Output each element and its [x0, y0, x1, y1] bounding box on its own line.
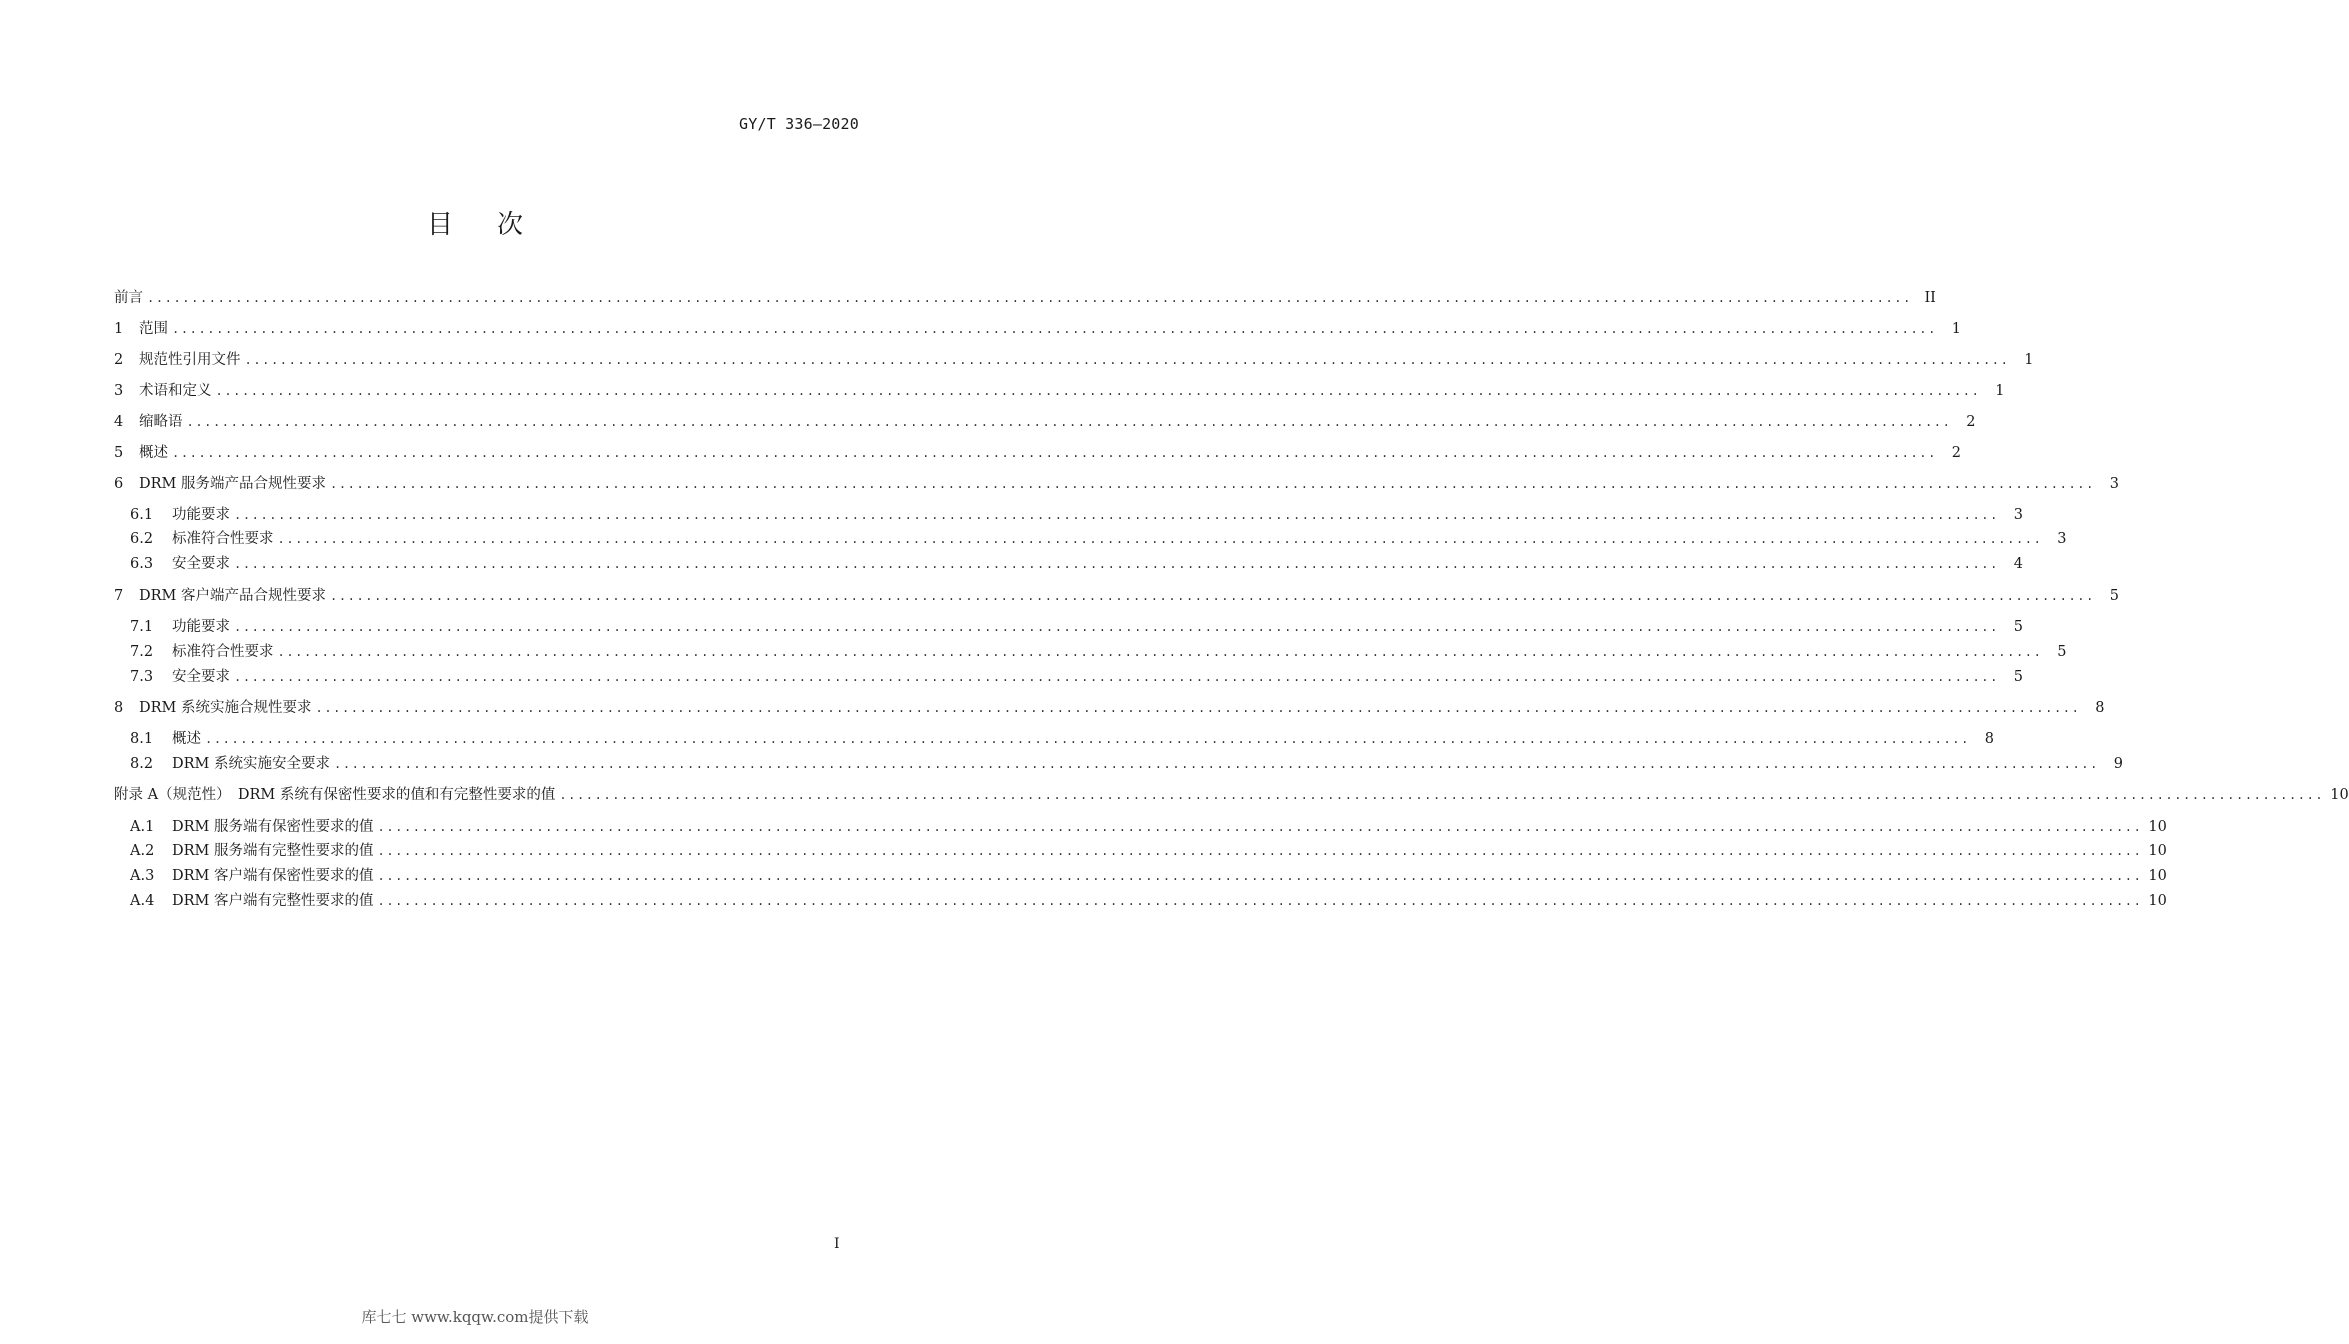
- toc-entry-number: 8: [114, 700, 124, 716]
- toc-dot-leader: ........................................................................................................................................................................................................: [330, 589, 2095, 603]
- watermark-text: 库七七 www.kqqw.com提供下载: [361, 1308, 589, 1326]
- toc-entry[interactable]: [114, 443, 1961, 463]
- toc-entry[interactable]: [130, 529, 2067, 549]
- toc-entry[interactable]: [114, 288, 1936, 308]
- toc-entry[interactable]: [130, 754, 2123, 774]
- toc-entry-number: 7: [114, 588, 124, 604]
- toc-entry[interactable]: [114, 474, 2119, 494]
- toc-entry-number: A.2: [130, 843, 155, 859]
- toc-dot-leader: ........................................................................................................................................................................................................: [234, 508, 1999, 522]
- page-title: 目次: [426, 210, 567, 240]
- toc-entry-page: 8: [1984, 731, 1994, 747]
- toc-entry-label: 概述: [172, 731, 201, 747]
- toc-entry-label: DRM 服务端有完整性要求的值: [172, 843, 374, 859]
- toc-dot-leader: ........................................................................................................................................................................................................: [277, 645, 2043, 659]
- toc-entry-label: 安全要求: [172, 556, 230, 572]
- toc-entry-number: 1: [114, 321, 124, 337]
- toc-entry-number: A.4: [130, 893, 155, 909]
- toc-entry-number: 3: [114, 383, 124, 399]
- toc-dot-leader: ........................................................................................................................................................................................................: [244, 353, 2010, 367]
- toc-entry[interactable]: [130, 817, 2167, 837]
- toc-entry-label: 标准符合性要求: [172, 531, 274, 547]
- toc-entry-label: DRM 系统实施合规性要求: [139, 700, 312, 716]
- toc-entry-label: 前言: [114, 290, 143, 306]
- toc-dot-leader: ........................................................................................................................................................................................................: [377, 820, 2143, 834]
- toc-entry-label: 概述: [139, 445, 168, 461]
- toc-entry-label: DRM 客户端有完整性要求的值: [172, 893, 374, 909]
- toc-dot-leader: ........................................................................................................................................................................................................: [234, 670, 1999, 684]
- toc-entry-page: 1: [1995, 383, 2005, 399]
- toc-entry-label: 功能要求: [172, 619, 230, 635]
- toc-entry-page: 10: [2148, 843, 2167, 859]
- toc-entry-number: 6.1: [130, 507, 154, 523]
- toc-dot-leader: ........................................................................................................................................................................................................: [377, 844, 2143, 858]
- toc-entry-page: 10: [2148, 819, 2167, 835]
- toc-entry-page: 10: [2148, 868, 2167, 884]
- toc-entry[interactable]: [114, 586, 2119, 606]
- toc-entry-page: 5: [2057, 644, 2067, 660]
- toc-entry-label: 规范性引用文件: [139, 352, 241, 368]
- toc-entry-page: 2: [1951, 445, 1961, 461]
- toc-entry-label: DRM 服务端有保密性要求的值: [172, 819, 374, 835]
- toc-entry-page: 3: [2057, 531, 2067, 547]
- toc-entry-page: 10: [2330, 787, 2349, 803]
- toc-entry[interactable]: [130, 841, 2167, 861]
- toc-entry-page: 8: [2095, 700, 2105, 716]
- toc-entry-label: 附录 A（规范性） DRM 系统有保密性要求的值和有完整性要求的值: [114, 787, 556, 803]
- toc-entry-number: 6: [114, 476, 124, 492]
- toc-entry-number: 2: [114, 352, 124, 368]
- toc-entry[interactable]: [114, 412, 1976, 432]
- toc-entry-page: 5: [2109, 588, 2119, 604]
- toc-entry-number: 6.3: [130, 556, 154, 572]
- toc-entry[interactable]: [114, 785, 2349, 805]
- toc-entry-page: 1: [2024, 352, 2034, 368]
- toc-dot-leader: ........................................................................................................................................................................................................: [277, 532, 2043, 546]
- toc-entry-label: 功能要求: [172, 507, 230, 523]
- toc-dot-leader: ........................................................................................................................................................................................................: [334, 757, 2099, 771]
- toc-entry[interactable]: [130, 505, 2023, 525]
- page-number: I: [834, 1236, 840, 1252]
- toc-entry-label: 缩略语: [139, 414, 183, 430]
- toc-dot-leader: ........................................................................................................................................................................................................: [377, 894, 2143, 908]
- toc-dot-leader: ........................................................................................................................................................................................................: [205, 732, 1970, 746]
- toc-entry-page: 1: [1951, 321, 1961, 337]
- toc-entry-number: 7.2: [130, 644, 154, 660]
- toc-dot-leader: ........................................................................................................................................................................................................: [315, 701, 2081, 715]
- toc-entry-label: 安全要求: [172, 669, 230, 685]
- toc-entry[interactable]: [114, 381, 2005, 401]
- toc-entry-page: 3: [2013, 507, 2023, 523]
- toc-entry[interactable]: [130, 554, 2023, 574]
- toc-entry-label: DRM 客户端产品合规性要求: [139, 588, 326, 604]
- toc-entry-label: DRM 系统实施安全要求: [172, 756, 330, 772]
- toc-entry-page: 4: [2013, 556, 2023, 572]
- toc-entry-label: 范围: [139, 321, 168, 337]
- toc-entry-label: 术语和定义: [139, 383, 212, 399]
- toc-entry[interactable]: [130, 642, 2067, 662]
- toc-entry[interactable]: [130, 891, 2167, 911]
- toc-entry-number: 5: [114, 445, 124, 461]
- toc-entry[interactable]: [130, 866, 2167, 886]
- toc-dot-leader: ........................................................................................................................................................................................................: [172, 446, 1937, 460]
- toc-entry-page: 3: [2109, 476, 2119, 492]
- toc-entry-page: 2: [1966, 414, 1976, 430]
- toc-entry-label: 标准符合性要求: [172, 644, 274, 660]
- toc-entry-number: 6.2: [130, 531, 154, 547]
- toc-dot-leader: ........................................................................................................................................................................................................: [215, 384, 1981, 398]
- toc-entry-number: A.3: [130, 868, 155, 884]
- toc-entry-number: 7.1: [130, 619, 154, 635]
- toc-entry-page: 5: [2013, 669, 2023, 685]
- toc-entry-number: 7.3: [130, 669, 154, 685]
- toc-entry[interactable]: [130, 729, 1994, 749]
- toc-entry[interactable]: [114, 319, 1961, 339]
- toc-dot-leader: ........................................................................................................................................................................................................: [234, 620, 1999, 634]
- toc-entry-page: II: [1924, 290, 1936, 306]
- toc-dot-leader: ........................................................................................................................................................................................................: [559, 788, 2325, 802]
- toc-dot-leader: ........................................................................................................................................................................................................: [147, 291, 1912, 305]
- toc-entry-number: 4: [114, 414, 124, 430]
- toc-dot-leader: ........................................................................................................................................................................................................: [234, 557, 1999, 571]
- toc-entry-number: A.1: [130, 819, 155, 835]
- toc-dot-leader: ........................................................................................................................................................................................................: [330, 477, 2095, 491]
- toc-entry-number: 8.2: [130, 756, 154, 772]
- toc-entry-number: 8.1: [130, 731, 154, 747]
- document-code: GY/T 336—2020: [739, 115, 859, 133]
- toc-entry[interactable]: [114, 350, 2034, 370]
- toc-dot-leader: ........................................................................................................................................................................................................: [377, 869, 2143, 883]
- toc-entry-page: 5: [2013, 619, 2023, 635]
- toc-dot-leader: ........................................................................................................................................................................................................: [186, 415, 1952, 429]
- toc-entry[interactable]: [114, 698, 2105, 718]
- toc-entry[interactable]: [130, 617, 2023, 637]
- toc-entry-label: DRM 服务端产品合规性要求: [139, 476, 326, 492]
- toc-entry-page: 10: [2148, 893, 2167, 909]
- toc-entry-label: DRM 客户端有保密性要求的值: [172, 868, 374, 884]
- toc-entry-page: 9: [2113, 756, 2123, 772]
- toc-dot-leader: ........................................................................................................................................................................................................: [172, 322, 1937, 336]
- toc-entry[interactable]: [130, 667, 2023, 687]
